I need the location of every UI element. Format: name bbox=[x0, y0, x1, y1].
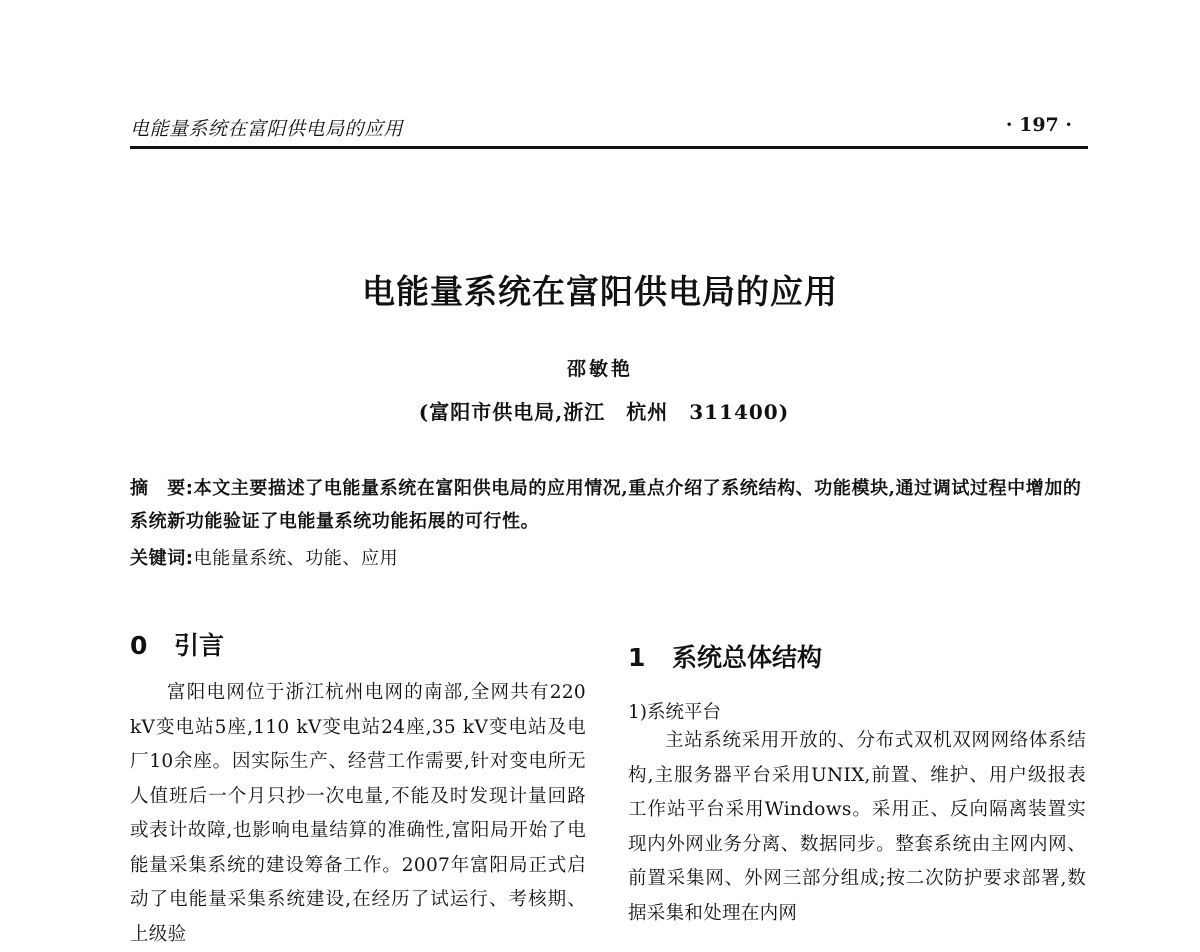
author-name: 邵敏艳 bbox=[566, 358, 633, 380]
right-column bbox=[628, 724, 1086, 931]
abstract-text: 本文主要描述了电能量系统在富阳供电局的应用情况,重点介绍了系统结构、功能模块,通过调试过程中增加的系统新功能验证了电能量系统功能拓展的可行性。 bbox=[130, 478, 1082, 532]
keywords-text: 电能量系统、功能、应用 bbox=[193, 548, 399, 569]
section-0-heading bbox=[130, 626, 224, 662]
running-header bbox=[130, 114, 1086, 140]
section-0-title: 引言 bbox=[174, 631, 225, 660]
running-title: 电能量系统在富阳供电局的应用 bbox=[130, 118, 404, 140]
section-0-number: 0 bbox=[130, 631, 148, 660]
author-affiliation: (富阳市供电局,浙江 杭州 311400) bbox=[418, 400, 790, 424]
page-number: · 197 · bbox=[1005, 114, 1072, 136]
section-1-title: 系统总体结构 bbox=[672, 643, 823, 672]
keywords bbox=[130, 544, 398, 574]
article-title: 电能量系统在富阳供电局的应用 bbox=[362, 272, 838, 311]
subsection-system-platform: 1)系统平台 bbox=[628, 702, 721, 723]
keywords-label: 关键词: bbox=[130, 548, 194, 569]
abstract bbox=[130, 472, 1088, 538]
platform-paragraph: 主站系统采用开放的、分布式双机双网网络体系结构,主服务器平台采用UNIX,前置、维护、用户级报表工作站平台采用Windows。采用正、反向隔离装置实现内外网业务分离、数据同步。整套系统由主网内网、前置采集网、外网三部分组成;按二次防护要求部署,数据采集和处理在内网 bbox=[628, 730, 1086, 924]
intro-paragraph: 富阳电网位于浙江杭州电网的南部,全网共有220 kV变电站5座,110 kV变电站24座,35 kV变电站及电厂10余座。因实际生产、经营工作需要,针对变电所无人值班后一个月只抄一次电量,不能及时发现计量回路或表计故障,也影响电量结算的准确性,富阳局开始了电能量采集系统的建设筹备工作。2007年富阳局正式启动了电能量采集系统建设,在经历了试运行、考核期、上级验 bbox=[130, 682, 586, 945]
section-1-heading bbox=[628, 638, 822, 674]
left-column bbox=[130, 676, 586, 952]
abstract-label: 摘 要: bbox=[130, 478, 194, 499]
header-rule bbox=[130, 146, 1088, 149]
section-1-number: 1 bbox=[628, 643, 646, 672]
